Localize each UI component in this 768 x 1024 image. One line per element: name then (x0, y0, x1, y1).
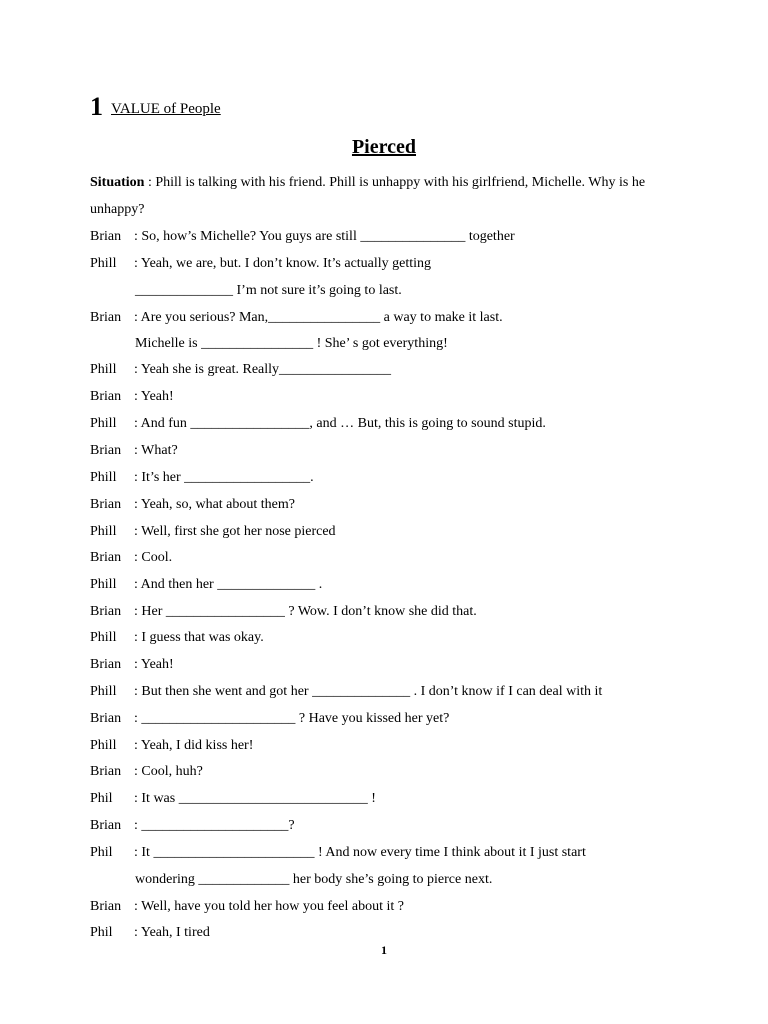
dialogue-text: : Yeah she is great. Really________________ (134, 362, 392, 377)
page-number: 1 (381, 943, 387, 957)
dialogue-text: : Her _________________ ? Wow. I don’t know she did that. (134, 604, 477, 619)
dialogue-text: : Yeah, I did kiss her! (134, 738, 254, 753)
dialogue-text: : And fun _________________, and … But, this is going to sound stupid. (134, 416, 546, 431)
dialogue-text: : It _______________________ ! And now every time I think about it I just start (134, 845, 586, 860)
dialogue-text: : So, how’s Michelle? You guys are still _______________ together (134, 229, 515, 244)
dialogue-text: : It was ___________________________ ! (134, 791, 376, 806)
speaker-name: Brian (90, 310, 122, 325)
dialogue-text: : Yeah, I tired (134, 925, 210, 940)
dialogue-text: : Well, first she got her nose pierced (134, 524, 336, 539)
dialogue-text: : But then she went and got her ______________ . I don’t know if I can deal with it (134, 684, 603, 699)
dialogue-continuation: wondering _____________ her body she’s going to pierce next. (135, 872, 493, 887)
page-title: Pierced (351, 136, 417, 158)
section-heading (90, 92, 221, 122)
dialogue-text: : Cool. (134, 550, 173, 565)
dialogue-text: : Are you serious? Man,________________ a way to make it last. (134, 310, 503, 325)
speaker-name: Phill (90, 416, 117, 431)
speaker-name: Brian (90, 657, 122, 672)
dialogue-text: : It’s her __________________. (134, 470, 314, 485)
speaker-name: Brian (90, 389, 122, 404)
speaker-name: Phill (90, 630, 117, 645)
speaker-name: Brian (90, 711, 122, 726)
dialogue-text: : What? (134, 443, 178, 458)
section-subtitle: VALUE of People (111, 101, 221, 117)
speaker-name: Brian (90, 899, 122, 914)
speaker-name: Phill (90, 577, 117, 592)
speaker-name: Phill (90, 524, 117, 539)
dialogue-continuation: Michelle is ________________ ! She’ s got everything! (135, 336, 448, 351)
dialogue-text: : Yeah! (134, 389, 174, 404)
dialogue-text: : Yeah, we are, but. I don’t know. It’s actually getting (134, 256, 432, 271)
situation-label: Situation (90, 175, 145, 190)
speaker-name: Phil (90, 925, 113, 940)
speaker-name: Phill (90, 256, 117, 271)
dialogue-text: : Yeah! (134, 657, 174, 672)
situation-paragraph (90, 170, 680, 223)
speaker-name: Brian (90, 497, 122, 512)
dialogue-continuation: ______________ I’m not sure it’s going to last. (135, 283, 402, 298)
dialogue-text: : I guess that was okay. (134, 630, 264, 645)
dialogue-text: : Well, have you told her how you feel about it ? (134, 899, 404, 914)
dialogue-text: : And then her ______________ . (134, 577, 323, 592)
speaker-name: Brian (90, 550, 122, 565)
dialogue-text: : _____________________? (134, 818, 295, 833)
speaker-name: Phill (90, 362, 117, 377)
dialogue-text: : ______________________ ? Have you kissed her yet? (134, 711, 450, 726)
section-number: 1 (90, 92, 103, 121)
speaker-name: Phill (90, 738, 117, 753)
speaker-name: Phil (90, 791, 113, 806)
speaker-name: Brian (90, 443, 122, 458)
speaker-name: Phill (90, 684, 117, 699)
speaker-name: Phill (90, 470, 117, 485)
speaker-name: Phil (90, 845, 113, 860)
speaker-name: Brian (90, 818, 122, 833)
speaker-name: Brian (90, 229, 122, 244)
situation-text: : Phill is talking with his friend. Phill is unhappy with his girlfriend, Michelle. Why is he unhappy? (90, 175, 646, 217)
dialogue-text: : Cool, huh? (134, 764, 203, 779)
speaker-name: Brian (90, 604, 122, 619)
dialogue-text: : Yeah, so, what about them? (134, 497, 295, 512)
speaker-name: Brian (90, 764, 122, 779)
